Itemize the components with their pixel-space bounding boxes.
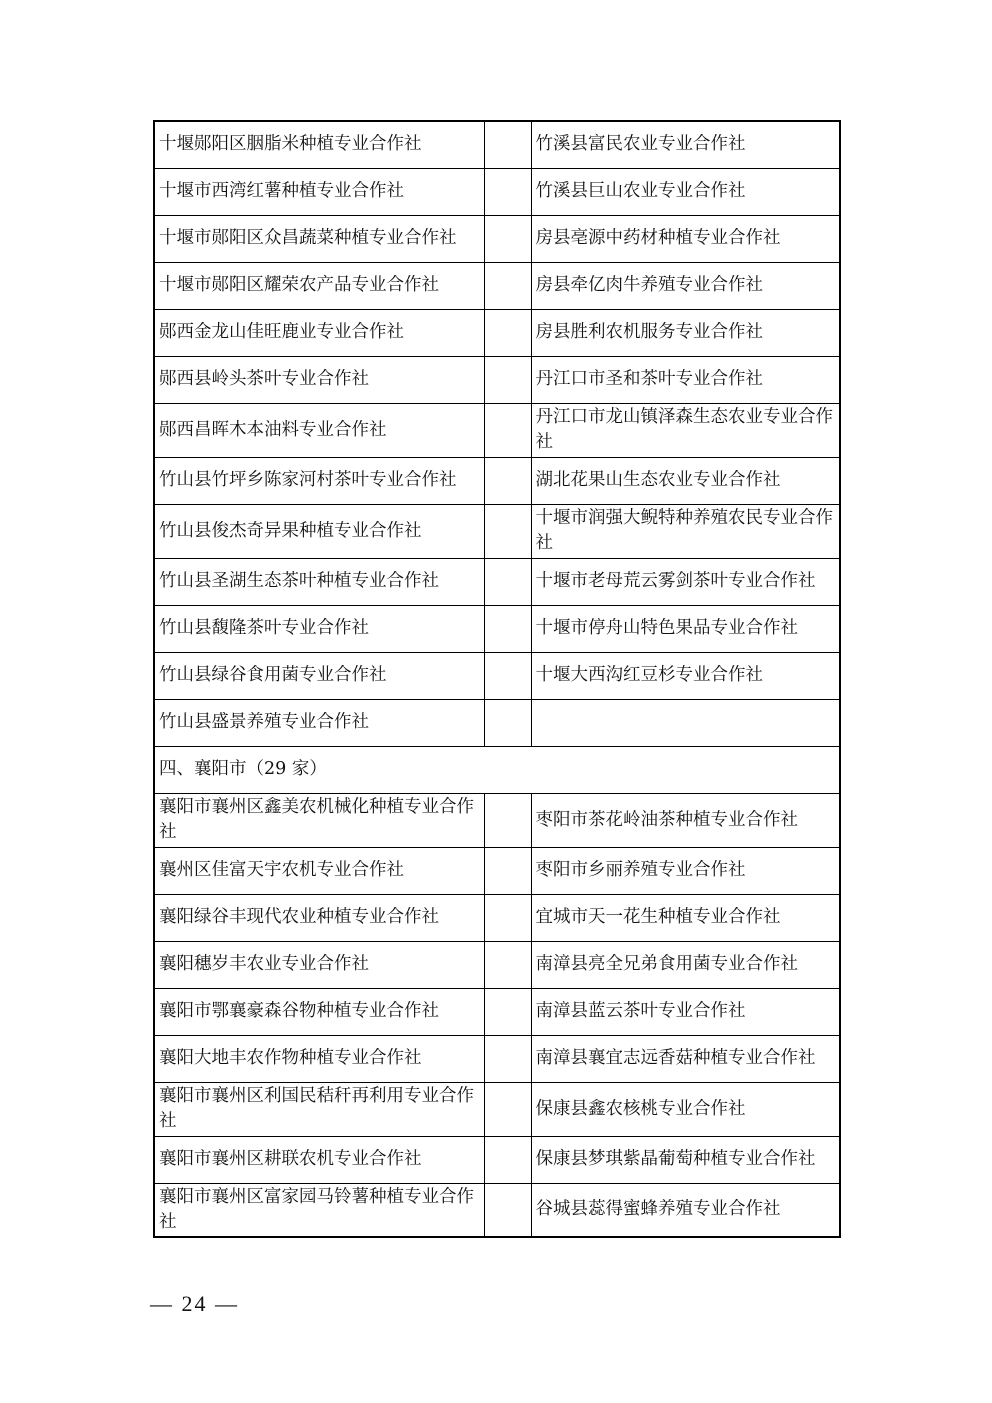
spacer-cell [484,457,531,504]
left-cell: 竹山县馥隆茶叶专业合作社 [154,605,484,652]
table-row [154,309,840,356]
right-cell: 十堰大西沟红豆杉专业合作社 [531,652,840,699]
spacer-cell [484,894,531,941]
right-cell: 丹江口市龙山镇泽森生态农业专业合作社 [531,403,840,457]
spacer-cell [484,309,531,356]
spacer-cell [484,699,531,746]
left-cell: 襄阳大地丰农作物种植专业合作社 [154,1035,484,1082]
table-row [154,988,840,1035]
left-cell: 郧西昌晖木本油料专业合作社 [154,403,484,457]
left-cell: 竹山县圣湖生态茶叶种植专业合作社 [154,558,484,605]
table-row [154,168,840,215]
right-cell: 湖北花果山生态农业专业合作社 [531,457,840,504]
left-cell: 郧西县岭头茶叶专业合作社 [154,356,484,403]
table-row [154,941,840,988]
left-cell: 郧西金龙山佳旺鹿业专业合作社 [154,309,484,356]
section-heading-row [154,746,840,793]
spacer-cell [484,168,531,215]
left-cell: 襄阳市鄂襄豪森谷物种植专业合作社 [154,988,484,1035]
spacer-cell [484,121,531,168]
right-cell: 竹溪县富民农业专业合作社 [531,121,840,168]
spacer-cell [484,652,531,699]
spacer-cell [484,605,531,652]
left-cell: 竹山县盛景养殖专业合作社 [154,699,484,746]
right-cell: 房县牵亿肉牛养殖专业合作社 [531,262,840,309]
right-cell [531,699,840,746]
section-heading: 四、襄阳市（29 家） [154,746,840,793]
spacer-cell [484,793,531,847]
spacer-cell [484,356,531,403]
right-cell: 竹溪县巨山农业专业合作社 [531,168,840,215]
right-cell: 南漳县亮全兄弟食用菌专业合作社 [531,941,840,988]
left-cell: 竹山县竹坪乡陈家河村茶叶专业合作社 [154,457,484,504]
spacer-cell [484,941,531,988]
left-cell: 襄阳穗岁丰农业专业合作社 [154,941,484,988]
left-cell: 襄阳市襄州区富家园马铃薯种植专业合作社 [154,1183,484,1237]
left-cell: 十堰市西湾红薯种植专业合作社 [154,168,484,215]
left-cell: 襄阳市襄州区耕联农机专业合作社 [154,1136,484,1183]
left-cell: 襄阳市襄州区鑫美农机械化种植专业合作社 [154,793,484,847]
table-row [154,793,840,847]
left-cell: 襄州区佳富天宇农机专业合作社 [154,847,484,894]
table-row [154,403,840,457]
table-row [154,215,840,262]
table-row [154,262,840,309]
table-row [154,1082,840,1136]
spacer-cell [484,558,531,605]
right-cell: 谷城县蕊得蜜蜂养殖专业合作社 [531,1183,840,1237]
right-cell: 保康县梦琪紫晶葡萄种植专业合作社 [531,1136,840,1183]
spacer-cell [484,1082,531,1136]
table-row [154,652,840,699]
spacer-cell [484,262,531,309]
right-cell: 宜城市天一花生种植专业合作社 [531,894,840,941]
table-row [154,1136,840,1183]
left-cell: 襄阳市襄州区利国民秸秆再利用专业合作社 [154,1082,484,1136]
left-cell: 襄阳绿谷丰现代农业种植专业合作社 [154,894,484,941]
table-row [154,1183,840,1237]
right-cell: 十堰市老母荒云雾剑茶叶专业合作社 [531,558,840,605]
spacer-cell [484,1035,531,1082]
spacer-cell [484,1183,531,1237]
spacer-cell [484,1136,531,1183]
table-row [154,1035,840,1082]
spacer-cell [484,988,531,1035]
right-cell: 保康县鑫农核桃专业合作社 [531,1082,840,1136]
left-cell: 竹山县绿谷食用菌专业合作社 [154,652,484,699]
table-row [154,558,840,605]
spacer-cell [484,215,531,262]
spacer-cell [484,847,531,894]
table-body [154,121,840,1237]
right-cell: 房县胜利农机服务专业合作社 [531,309,840,356]
left-cell: 十堰郧阳区胭脂米种植专业合作社 [154,121,484,168]
right-cell: 十堰市润强大鲵特种养殖农民专业合作社 [531,504,840,558]
spacer-cell [484,403,531,457]
left-cell: 竹山县俊杰奇异果种植专业合作社 [154,504,484,558]
table-row [154,121,840,168]
right-cell: 房县亳源中药材种植专业合作社 [531,215,840,262]
page-number: — 24 — [150,1291,239,1316]
right-cell: 南漳县襄宜志远香菇种植专业合作社 [531,1035,840,1082]
right-cell: 枣阳市茶花岭油茶种植专业合作社 [531,793,840,847]
right-cell: 枣阳市乡丽养殖专业合作社 [531,847,840,894]
table-row [154,894,840,941]
table-row [154,605,840,652]
cooperatives-table [153,120,841,1238]
table-row [154,504,840,558]
table-row [154,847,840,894]
table-row [154,356,840,403]
spacer-cell [484,504,531,558]
left-cell: 十堰市郧阳区众昌蔬菜种植专业合作社 [154,215,484,262]
right-cell: 丹江口市圣和茶叶专业合作社 [531,356,840,403]
table-row [154,699,840,746]
right-cell: 十堰市停舟山特色果品专业合作社 [531,605,840,652]
left-cell: 十堰市郧阳区耀荣农产品专业合作社 [154,262,484,309]
right-cell: 南漳县蓝云茶叶专业合作社 [531,988,840,1035]
table-row [154,457,840,504]
